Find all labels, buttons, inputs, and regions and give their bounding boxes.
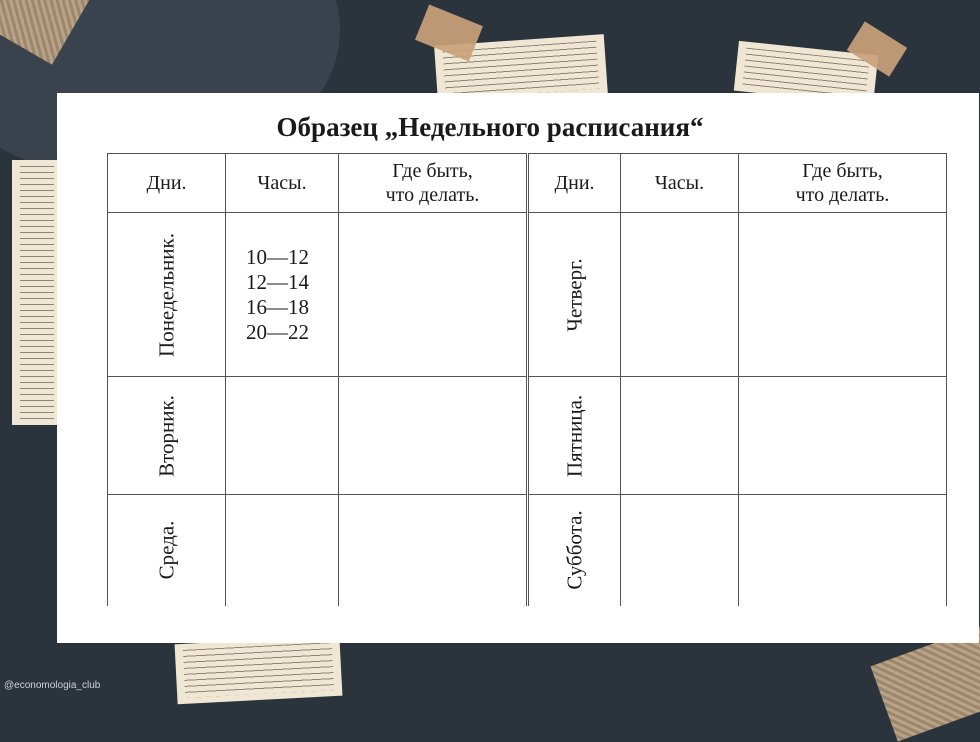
header-hours	[621, 154, 739, 213]
activity-cell	[339, 495, 528, 606]
day-label-wednesday: Среда.	[154, 520, 178, 580]
day-label-monday: Понедельник.	[154, 232, 178, 357]
day-label-thursday: Четверг.	[562, 257, 586, 332]
day-cell	[108, 495, 226, 606]
hours-entry: 16—18	[246, 295, 309, 319]
header-days	[528, 154, 621, 213]
newspaper-scrap-left	[12, 160, 62, 425]
hours-cell	[621, 213, 739, 377]
day-label-tuesday: Вторник.	[154, 394, 178, 477]
header-hours	[226, 154, 339, 213]
credit-watermark: @economologia_club	[4, 680, 101, 691]
header-where	[739, 154, 947, 213]
day-label-friday: Пятница.	[562, 394, 586, 477]
activity-cell	[739, 213, 947, 377]
activity-cell	[739, 377, 947, 495]
hours-cell	[226, 377, 339, 495]
hours-cell	[226, 213, 339, 377]
header-label: Часы.	[257, 172, 307, 194]
table-row	[108, 377, 947, 495]
day-cell	[528, 377, 621, 495]
header-where	[339, 154, 528, 213]
activity-cell	[339, 377, 528, 495]
header-label: Где быть, что делать.	[385, 160, 480, 206]
header-label: Дни.	[146, 172, 187, 194]
hours-cell	[621, 377, 739, 495]
header-row	[108, 154, 947, 213]
hours-entry: 10—12	[246, 245, 309, 269]
header-days	[108, 154, 226, 213]
schedule-table	[107, 153, 947, 606]
table-row	[108, 213, 947, 377]
header-label: Где быть, что делать.	[795, 160, 890, 206]
table-row	[108, 495, 947, 606]
page-title: Образец „Недельного расписания“	[276, 112, 704, 142]
hours-cell	[226, 495, 339, 606]
day-cell	[108, 377, 226, 495]
activity-cell	[739, 495, 947, 606]
hours-cell	[621, 495, 739, 606]
hours-entry: 12—14	[246, 270, 309, 294]
header-label: Дни.	[554, 172, 595, 194]
day-cell	[108, 213, 226, 377]
activity-cell	[339, 213, 528, 377]
day-cell	[528, 213, 621, 377]
day-cell	[528, 495, 621, 606]
newspaper-scrap-bottom	[175, 636, 343, 705]
header-label: Часы.	[654, 172, 705, 194]
hours-entry: 20—22	[246, 320, 309, 344]
day-label-saturday: Суббота.	[562, 510, 586, 590]
